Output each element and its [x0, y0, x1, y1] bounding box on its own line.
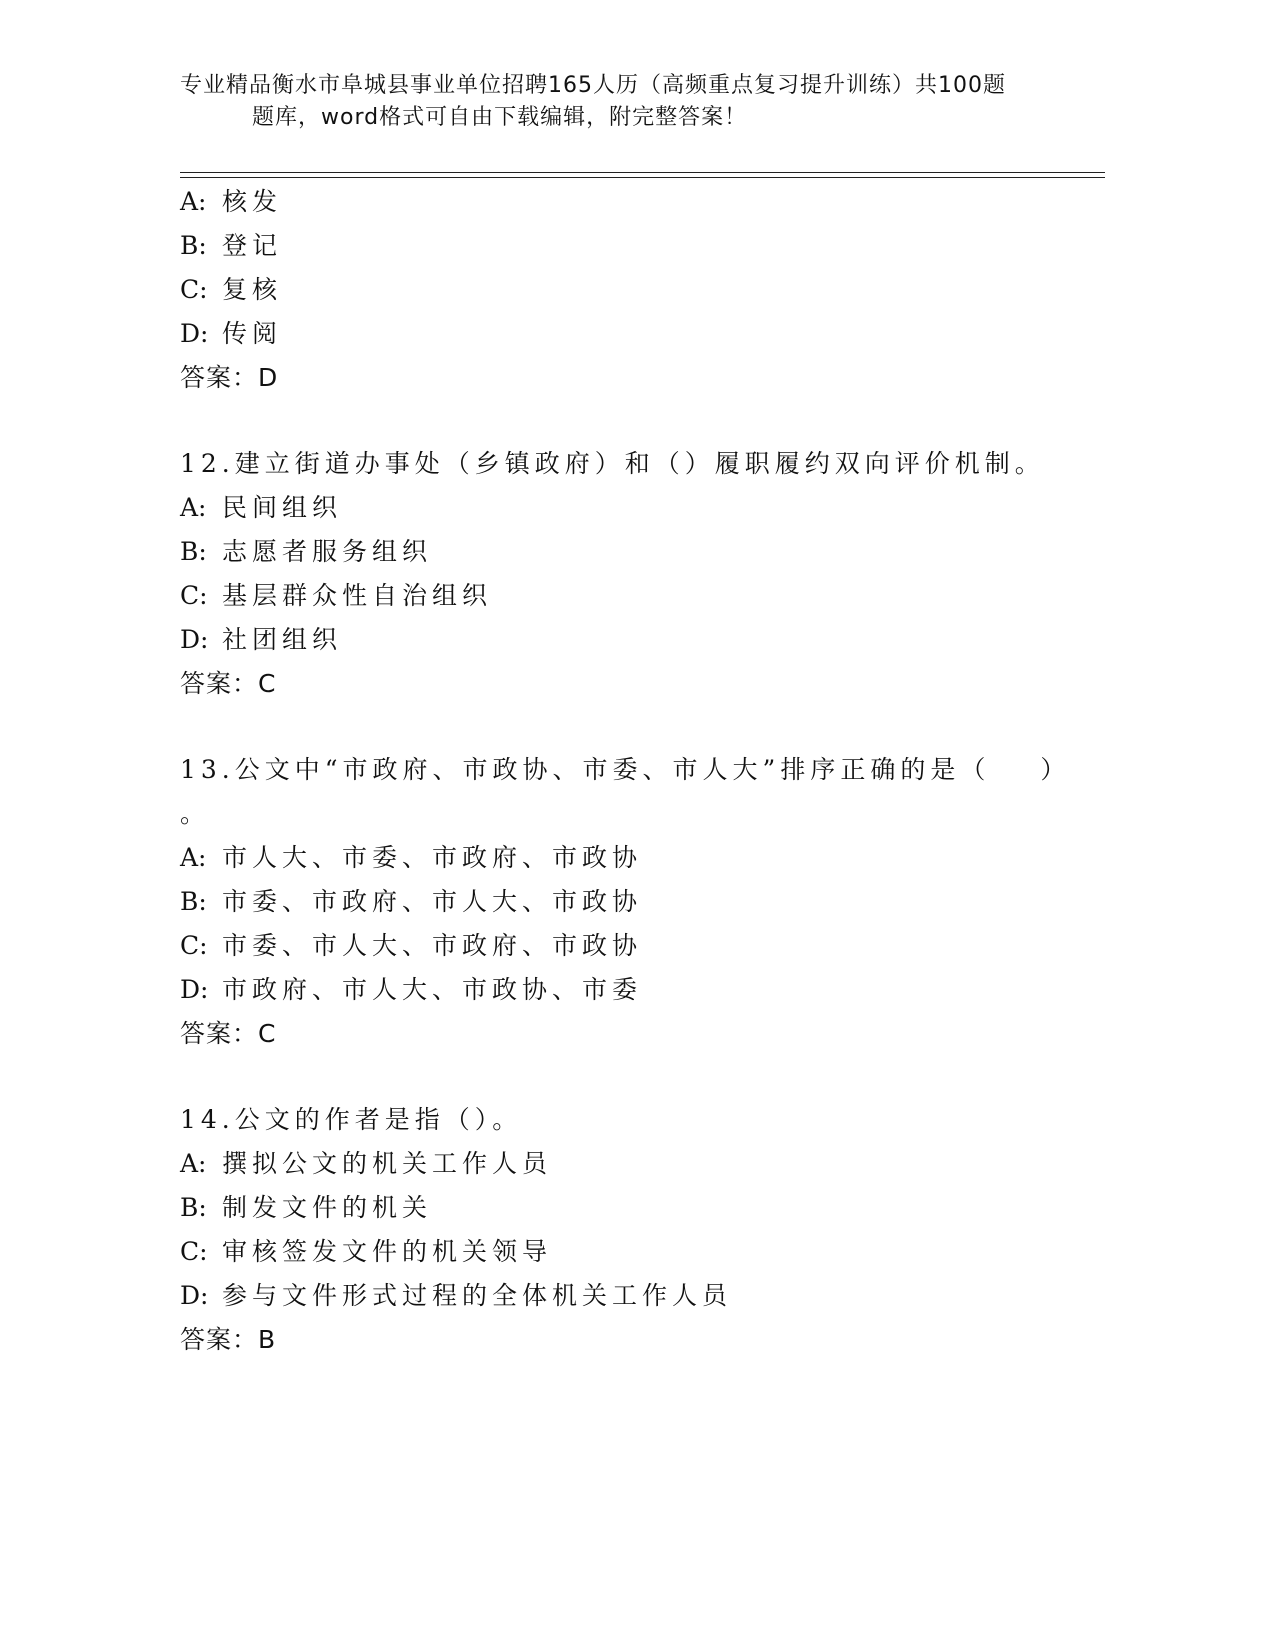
option-text: 市人大、市委、市政府、市政协 [222, 843, 643, 872]
option-text: 登记 [222, 231, 283, 260]
header-line-1: 专业精品衡水市阜城县事业单位招聘165人历（高频重点复习提升训练）共100题 [180, 73, 1006, 98]
option-c [180, 268, 1080, 312]
option-text: 社团组织 [222, 625, 343, 654]
option-letter: C: [180, 275, 208, 304]
option-letter: D: [180, 625, 209, 654]
option-d [180, 618, 1080, 662]
option-letter: B: [180, 537, 207, 566]
option-text: 传阅 [222, 319, 283, 348]
option-letter: D: [180, 319, 209, 348]
option-b [180, 880, 1080, 924]
option-text: 民间组织 [222, 493, 343, 522]
option-text: 志愿者服务组织 [222, 537, 433, 566]
option-letter: A: [180, 843, 207, 872]
question-14 [180, 1098, 1080, 1362]
option-b [180, 224, 1080, 268]
option-letter: B: [180, 887, 207, 916]
option-text: 审核签发文件的机关领导 [222, 1237, 553, 1266]
option-letter: D: [180, 975, 209, 1004]
question-stem-start: 13.公文中“市政府、市政协、市委、市人大”排序正确的是（ [180, 755, 991, 784]
document-header [180, 70, 1060, 134]
option-letter: A: [180, 1149, 207, 1178]
question-stem-end: ） [1040, 755, 1071, 784]
answer-label: 答案： [180, 669, 259, 698]
option-c [180, 574, 1080, 618]
answer-label: 答案： [180, 1325, 259, 1354]
option-text: 核发 [222, 187, 283, 216]
option-text: 基层群众性自治组织 [222, 581, 493, 610]
header-rule-bottom [180, 177, 1105, 178]
option-a [180, 1142, 1080, 1186]
option-b [180, 530, 1080, 574]
option-text: 复核 [222, 275, 283, 304]
option-letter: D: [180, 1281, 209, 1310]
option-letter: A: [180, 187, 207, 216]
option-c [180, 1230, 1080, 1274]
answer-label: 答案： [180, 1019, 259, 1048]
question-stem [180, 748, 1080, 792]
header-rule-top [180, 172, 1105, 173]
option-text: 市委、市人大、市政府、市政协 [222, 931, 643, 960]
option-b [180, 1186, 1080, 1230]
option-letter: B: [180, 231, 207, 260]
option-text: 撰拟公文的机关工作人员 [222, 1149, 553, 1178]
question-13 [180, 748, 1080, 1056]
answer-line [180, 1012, 1080, 1056]
answer-value: C [258, 669, 277, 698]
answer-line [180, 356, 1080, 400]
answer-value: B [258, 1325, 277, 1354]
option-d [180, 1274, 1080, 1318]
option-letter: C: [180, 931, 208, 960]
option-c [180, 924, 1080, 968]
answer-line [180, 1318, 1080, 1362]
option-a [180, 486, 1080, 530]
option-d [180, 312, 1080, 356]
question-stem: 14.公文的作者是指（）。 [180, 1105, 523, 1134]
option-letter: C: [180, 581, 208, 610]
answer-value: C [258, 1019, 277, 1048]
option-a [180, 180, 1080, 224]
question-stem-continuation: 。 [180, 799, 211, 828]
answer-line [180, 662, 1080, 706]
question-11 [180, 180, 1080, 400]
option-a [180, 836, 1080, 880]
option-text: 市委、市政府、市人大、市政协 [222, 887, 643, 916]
option-d [180, 968, 1080, 1012]
answer-label: 答案： [180, 363, 259, 392]
question-12 [180, 442, 1080, 706]
option-letter: C: [180, 1237, 208, 1266]
header-line-2: 题库，word格式可自由下载编辑，附完整答案！ [252, 105, 748, 130]
option-letter: A: [180, 493, 207, 522]
question-list [180, 180, 1080, 1362]
option-text: 市政府、市人大、市政协、市委 [222, 975, 643, 1004]
option-letter: B: [180, 1193, 207, 1222]
option-text: 制发文件的机关 [222, 1193, 433, 1222]
option-text: 参与文件形式过程的全体机关工作人员 [222, 1281, 733, 1310]
answer-value: D [258, 363, 279, 392]
question-stem: 12.建立街道办事处（乡镇政府）和（）履职履约双向评价机制。 [180, 449, 1045, 478]
